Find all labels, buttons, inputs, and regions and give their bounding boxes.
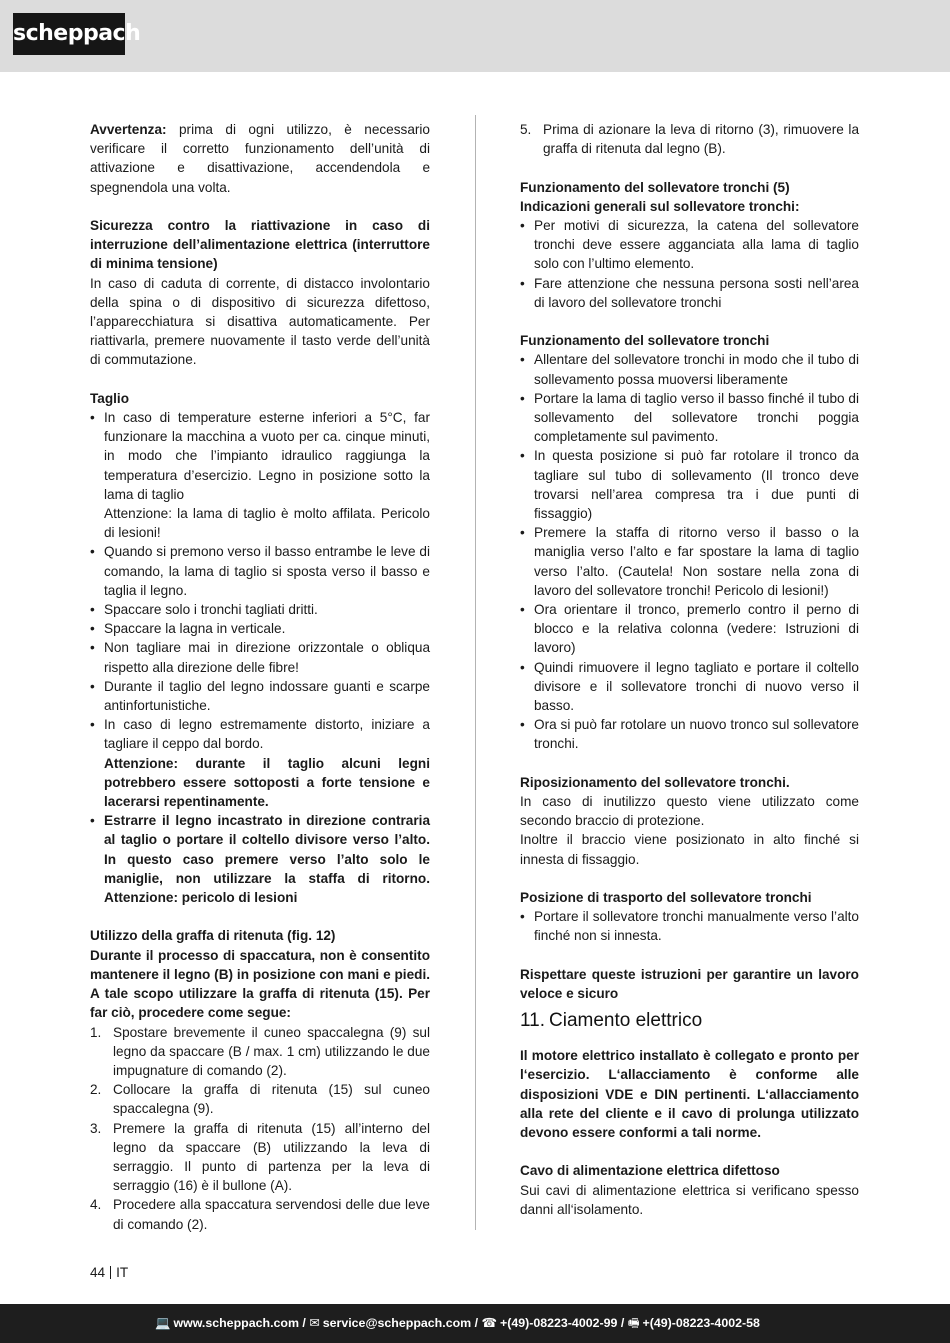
page-number: 44 IT xyxy=(90,1265,129,1280)
left-column xyxy=(90,120,430,1234)
warning-paragraph xyxy=(90,120,430,197)
blade-warning: Attenzione: la lama di taglio è molto affilata. Pericolo di lesioni! xyxy=(104,506,430,541)
list-item: • Quando si premono verso il basso entrambe le leve di comando, la lama di taglio si sposta verso il basso e taglia il legno. xyxy=(90,542,430,600)
general-notes-list xyxy=(520,216,859,312)
step-item: 4. Procedere alla spaccatura servendosi delle due leve di comando (2). xyxy=(90,1197,430,1232)
operation-list xyxy=(520,350,859,753)
computer-icon: 💻 xyxy=(155,1316,171,1330)
page-footer xyxy=(0,1304,950,1343)
list-item: • Estrarre il legno incastrato in direzione contraria al taglio o portare il coltello divisore verso l’alto. In questo caso premere verso l’alto solo le maniglie, non utilizzare la staffa di ritorno. Attenzione: pericolo di lesioni xyxy=(90,811,430,907)
clamp-heading: Utilizzo della graffa di ritenuta (fig. 12) xyxy=(90,928,336,944)
cutting-heading: Taglio xyxy=(90,390,130,406)
phone-icon: ☎ xyxy=(481,1316,497,1330)
cable-heading: Cavo di alimentazione elettrica difettoso xyxy=(520,1163,780,1179)
list-item: • Quindi rimuovere il legno tagliato e portare il coltello divisore e il sollevatore tronchi di nuovo verso il basso. xyxy=(520,658,859,716)
transport-heading: Posizione di trasporto del sollevatore tronchi xyxy=(520,890,812,906)
list-item: • Spaccare solo i tronchi tagliati dritti. xyxy=(90,600,430,619)
list-item: • Durante il taglio del legno indossare guanti e scarpe antinfortunistiche. xyxy=(90,677,430,715)
list-item: • Portare la lama di taglio verso il basso finché il tubo di sollevamento del sollevatore tronchi poggia completamente sul pavimento. xyxy=(520,389,859,447)
envelope-icon: ✉ xyxy=(309,1316,320,1330)
column-divider xyxy=(475,115,476,1230)
cable-text: Sui cavi di alimentazione elettrica si verificano spesso danni all‘isolamento. xyxy=(520,1182,859,1217)
clamp-intro: Durante il processo di spaccatura, non è consentito mantenere il legno (B) in posizione con mani e piedi. A tale scopo utilizzare la graffa di ritenuta (15). Per far ciò, procedere come segue: xyxy=(90,947,430,1021)
page-header xyxy=(0,0,950,72)
list-item: • Ora si può far rotolare un nuovo tronco sul sollevatore tronchi. xyxy=(520,715,859,753)
restart-protection-heading: Sicurezza contro la riattivazione in caso di interruzione dell’alimentazione elettrica (interruttore di minima tensione) xyxy=(90,218,430,272)
phone-number: +(49)-08223-4002-99 / xyxy=(499,1316,625,1330)
list-item: • Ora orientare il tronco, premerlo contro il perno di blocco e la relativa colonna (vedere: Istruzioni di lavoro) xyxy=(520,600,859,658)
step-item: 5. Prima di azionare la leva di ritorno (3), rimuovere la graffa di ritenuta dal legno (B). xyxy=(520,122,859,157)
instructions-note: Rispettare queste istruzioni per garantire un lavoro veloce e sicuro xyxy=(520,966,859,1002)
log-lifter-heading: Funzionamento del sollevatore tronchi (5) xyxy=(520,179,790,195)
fax-icon: 🖷 xyxy=(627,1316,640,1330)
clamp-steps xyxy=(90,1023,430,1234)
general-notes-heading: Indicazioni generali sul sollevatore tronchi: xyxy=(520,198,800,214)
list-item: • Fare attenzione che nessuna persona sosti nell’area di lavoro del sollevatore tronchi xyxy=(520,274,859,312)
repositioning-text-2: Inoltre il braccio viene posizionato in alto finché si innesta di fissaggio. xyxy=(520,832,859,867)
step-item: 2. Collocare la graffa di ritenuta (15) sul cuneo spaccalegna (9). xyxy=(90,1082,430,1117)
website-link[interactable]: www.scheppach.com / xyxy=(173,1316,306,1330)
transport-list xyxy=(520,907,859,945)
warning-text: prima di ogni utilizzo, è necessario verificare il corretto funzionamento dell’unità di attivazione e disattivazione, accendendola e spegnendola una volta. xyxy=(90,122,430,195)
tension-warning: Attenzione: durante il taglio alcuni legni potrebbero essere sottoposti a forte tensione e lacerarsi repentinamente. xyxy=(104,755,430,810)
warning-label: Avvertenza: xyxy=(90,122,167,137)
email-link[interactable]: service@scheppach.com / xyxy=(322,1316,479,1330)
list-item: • Premere la staffa di ritorno verso il basso o la maniglia verso l’alto e far spostare la lama di taglio verso l’alto. (Cautela! Non sostare nella zona di lavoro del sollevatore tronchi! Pericolo di lesioni!) xyxy=(520,523,859,600)
list-item: • Spaccare la lagna in verticale. xyxy=(90,619,430,638)
step-item: 3. Premere la graffa di ritenuta (15) all’interno del legno da spaccare (B) utilizzando la leva di serraggio. Il punto di partenza per la leva di serraggio (16) è il bullone (A). xyxy=(90,1120,430,1194)
list-item: • Non tagliare mai in direzione orizzontale o obliqua rispetto alla direzione delle fibre! xyxy=(90,638,430,676)
list-item: • Portare il sollevatore tronchi manualmente verso l’alto finché non si innesta. xyxy=(520,907,859,945)
list-item: • In caso di legno estremamente distorto, iniziare a tagliare il ceppo dal bordo. Attenzione: durante il taglio alcuni legni potrebbero essere sottoposti a forte tensione e lacerarsi repentinamente. xyxy=(90,715,430,811)
list-item: • Per motivi di sicurezza, la catena del sollevatore tronchi deve essere agganciata alla lama di taglio solo con l’ultimo elemento. xyxy=(520,216,859,274)
motor-paragraph: Il motore elettrico installato è collegato e pronto per l‘esercizio. L‘allacciamento è conforme alle disposizioni VDE e DIN pertinenti. L‘allacciamento alla rete del cliente e il cavo di prolunga utilizzato devono essere conformi a tali norme. xyxy=(520,1048,859,1141)
restart-protection-text: In caso di caduta di corrente, di distacco involontario della spina o di dispositivo di sicurezza difettoso, l’apparecchiatura si disattiva automaticamente. Per riattivarla, premere nuovamente il tasto verde dell’unità di commutazione. xyxy=(90,275,430,368)
list-item: • In questa posizione si può far rotolare il tronco da tagliare sul tubo di sollevamento (Il tronco deve trovarsi nell’area compresa tra i due punti di fissaggio) xyxy=(520,446,859,523)
right-column xyxy=(520,120,859,1219)
list-item: • Allentare del sollevatore tronchi in modo che il tubo di sollevamento possa muoversi liberamente xyxy=(520,350,859,388)
clamp-steps-continued xyxy=(520,120,859,158)
repositioning-heading: Riposizionamento del sollevatore tronchi. xyxy=(520,774,790,790)
section-title: 11. Ciamento elettrico xyxy=(520,1010,703,1032)
cutting-list xyxy=(90,408,430,907)
step-item: 1. Spostare brevemente il cuneo spaccalegna (9) sul legno da spaccare (B / max. 1 cm) utilizzando le due impugnature di comando (2). xyxy=(90,1024,430,1078)
list-item: • In caso di temperature esterne inferiori a 5°C, far funzionare la macchina a vuoto per ca. cinque minuti, in modo che l’impianto idraulico raggiunga la temperatura d’esercizio. Legno in posizione sotto la lama di taglio Attenzione: la lama di taglio è molto affilata. Pericolo di lesioni! xyxy=(90,408,430,542)
fax-number: +(49)-08223-4002-58 xyxy=(642,1316,760,1330)
repositioning-text-1: In caso di inutilizzo questo viene utilizzato come secondo braccio di protezione. xyxy=(520,794,859,829)
operation-heading: Funzionamento del sollevatore tronchi xyxy=(520,333,770,349)
scheppach-logo: scheppach xyxy=(13,13,125,55)
